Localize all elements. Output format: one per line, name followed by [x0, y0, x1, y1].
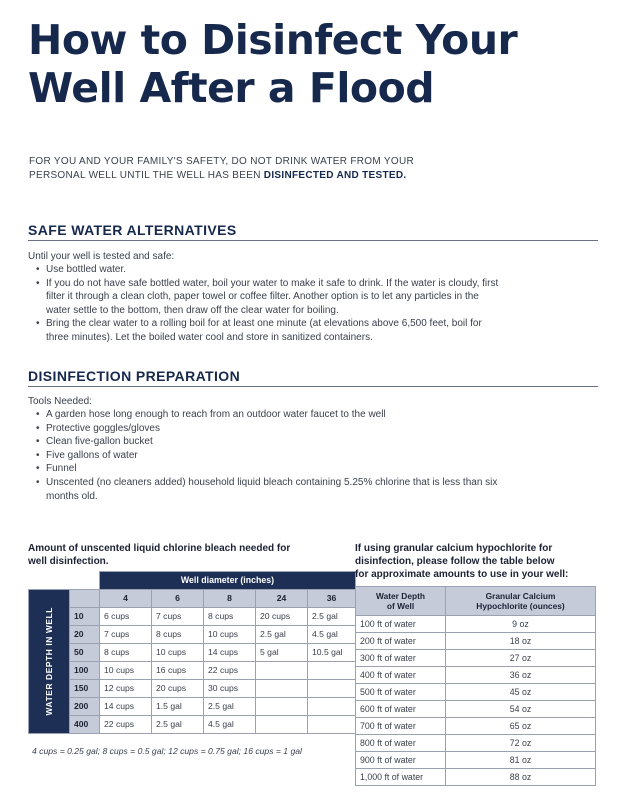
- granular-table: [355, 586, 596, 786]
- safe-water-heading: SAFE WATER ALTERNATIVES: [28, 222, 237, 238]
- intro-line-2: PERSONAL WELL UNTIL THE WELL HAS BEEN: [29, 170, 264, 181]
- table-row: 300 ft of water 27 oz: [356, 650, 596, 667]
- diameter-col: 4: [100, 589, 152, 607]
- table-row: 100 10 cups 16 cups 22 cups: [29, 661, 356, 679]
- table-row: 50 8 cups 10 cups 14 cups 5 gal 10.5 gal: [29, 643, 356, 661]
- list-item: • Funnel: [28, 462, 497, 476]
- page-title: [28, 16, 517, 112]
- title-line-1: How to Disinfect Your: [28, 16, 518, 64]
- table-row: 500 ft of water 45 oz: [356, 684, 596, 701]
- title-line-2: Well After a Flood: [28, 64, 435, 112]
- list-item: • A garden hose long enough to reach from an outdoor water faucet to the well: [28, 408, 497, 422]
- tools-list: [28, 408, 497, 503]
- list-item: • Bring the clear water to a rolling boil for at least one minute (at elevations above 6,500 feet, boil for three minutes). Let the boiled water cool and store in sanitized containers.: [28, 317, 498, 344]
- well-diameter-header: Well diameter (inches): [100, 572, 356, 590]
- bleach-table: [28, 571, 356, 734]
- safe-water-lead: Until your well is tested and safe:: [28, 251, 175, 262]
- table-row: 20 7 cups 8 cups 10 cups 2.5 gal 4.5 gal: [29, 625, 356, 643]
- granular-table-caption: If using granular calcium hypochlorite for disinfection, please follow the table below for approximate amounts to use in your well:: [355, 543, 569, 580]
- list-item: • Clean five-gallon bucket: [28, 435, 497, 449]
- diameter-col: 36: [308, 589, 356, 607]
- table-row: 150 12 cups 20 cups 30 cups: [29, 679, 356, 697]
- table-row: 10 6 cups 7 cups 8 cups 20 cups 2.5 gal: [29, 607, 356, 625]
- diameter-col: 8: [204, 589, 256, 607]
- table-row: 200 ft of water 18 oz: [356, 633, 596, 650]
- list-item: • If you do not have safe bottled water, boil your water to make it safe to drink. If the water is cloudy, first filter it through a clean cloth, paper towel or coffee filter. Another option is to let any particles in the water settle to the bottom, then draw off the clear water for boiling.: [28, 277, 498, 318]
- safety-intro: [29, 155, 499, 183]
- intro-line-1: FOR YOU AND YOUR FAMILY'S SAFETY, DO NOT DRINK WATER FROM YOUR: [29, 156, 415, 167]
- diameter-col: 24: [256, 589, 308, 607]
- safe-water-divider: [28, 240, 598, 241]
- list-item: • Use bottled water.: [28, 263, 498, 277]
- granular-header-row: [356, 587, 596, 616]
- conversion-note: 4 cups = 0.25 gal; 8 cups = 0.5 gal; 12 cups = 0.75 gal; 16 cups = 1 gal: [32, 746, 302, 756]
- table-row: 400 ft of water 36 oz: [356, 667, 596, 684]
- table-row: 1,000 ft of water 88 oz: [356, 769, 596, 786]
- table-row: 400 22 cups 2.5 gal 4.5 gal: [29, 715, 356, 733]
- table-row: 700 ft of water 65 oz: [356, 718, 596, 735]
- table-row: 800 ft of water 72 oz: [356, 735, 596, 752]
- table-row: 600 ft of water 54 oz: [356, 701, 596, 718]
- prep-divider: [28, 386, 598, 387]
- granular-amount-header: Granular Calcium Hypochlorite (ounces): [446, 587, 596, 616]
- water-depth-header: Water Depth of Well: [356, 587, 446, 616]
- list-item: • Protective goggles/gloves: [28, 422, 497, 436]
- bleach-table-caption: Amount of unscented liquid chlorine bleach needed for well disinfection.: [28, 543, 291, 567]
- diameter-col: 6: [152, 589, 204, 607]
- table-row: 900 ft of water 81 oz: [356, 752, 596, 769]
- table-row: 100 ft of water 9 oz: [356, 616, 596, 633]
- list-item: • Five gallons of water: [28, 449, 497, 463]
- water-depth-side-label: WATER DEPTH IN WELL: [29, 589, 70, 733]
- prep-heading: DISINFECTION PREPARATION: [28, 368, 241, 384]
- table-row: 200 14 cups 1.5 gal 2.5 gal: [29, 697, 356, 715]
- diameter-row: [29, 589, 356, 607]
- prep-lead: Tools Needed:: [28, 396, 92, 407]
- list-item: • Unscented (no cleaners added) household liquid bleach containing 5.25% chlorine that is less than six months old.: [28, 476, 497, 503]
- intro-emphasis: DISINFECTED AND TESTED.: [263, 170, 407, 181]
- safe-water-list: [28, 263, 498, 345]
